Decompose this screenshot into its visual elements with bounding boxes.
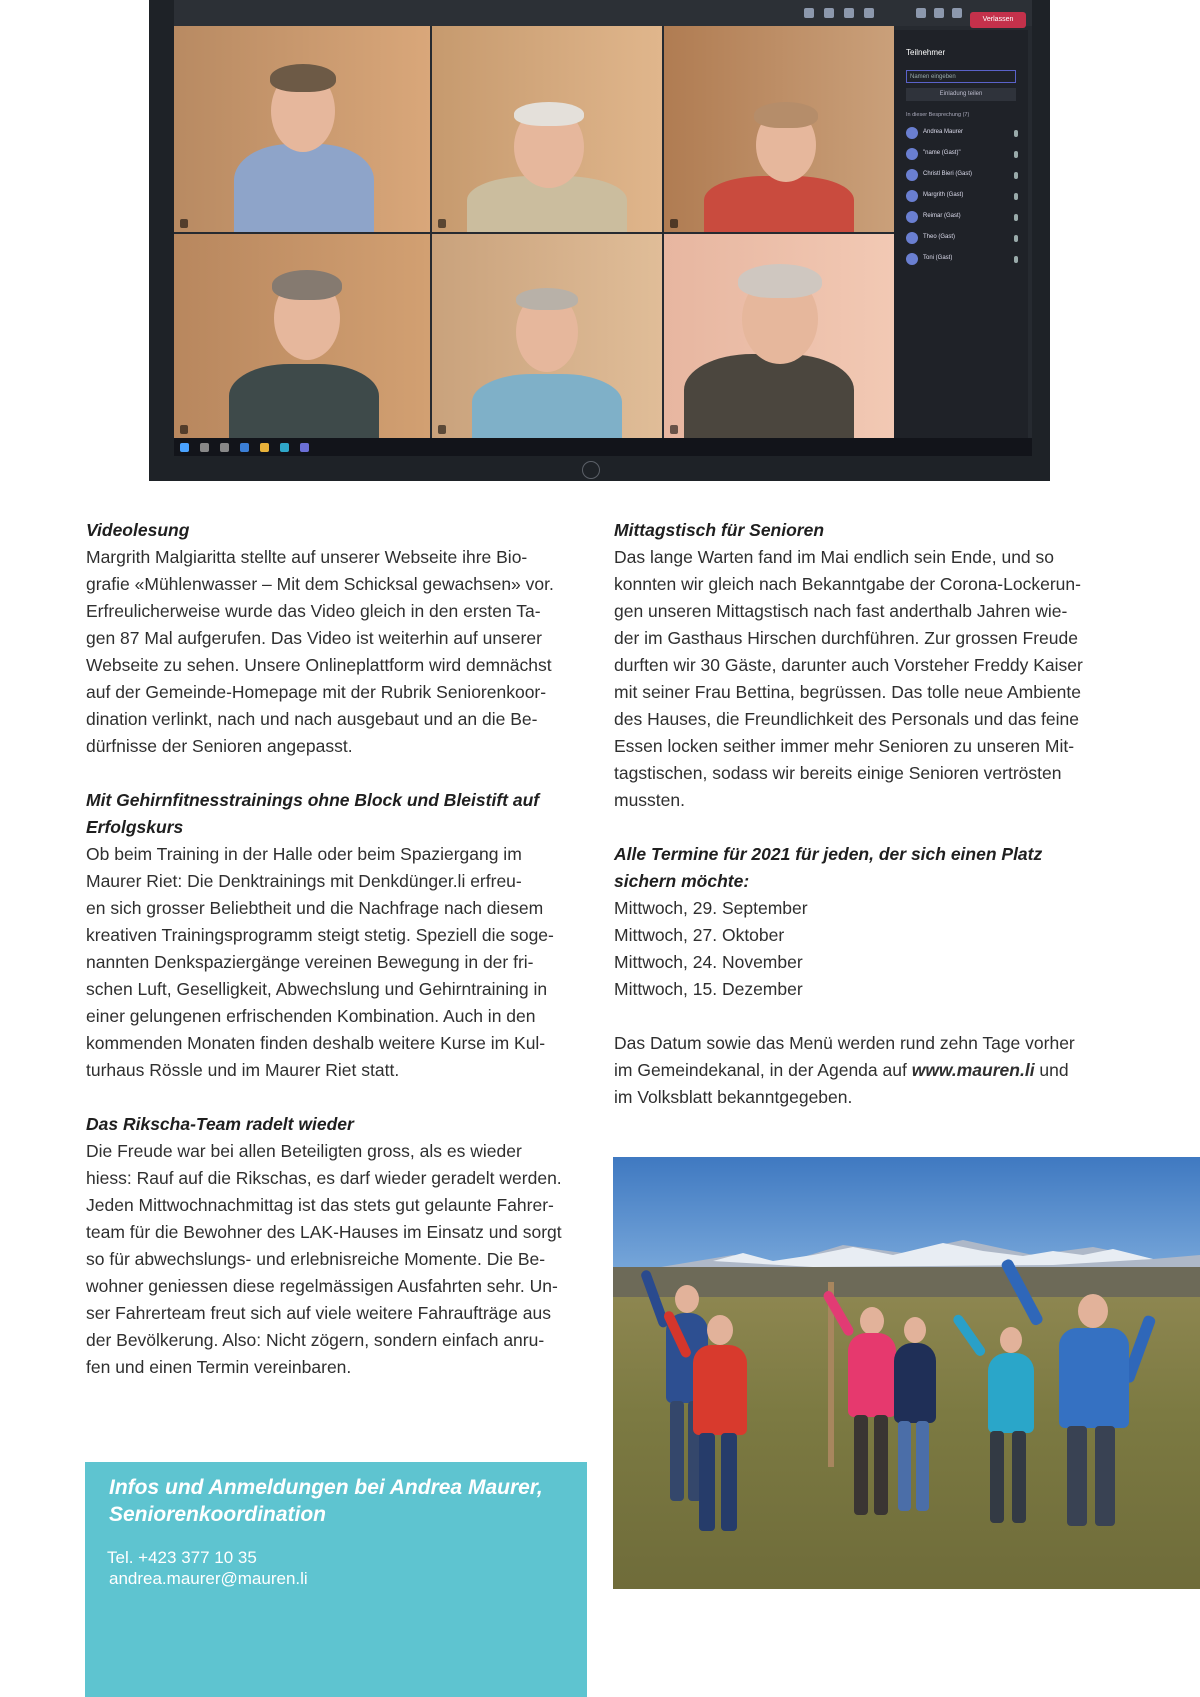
participant-name: Andrea Maurer: [923, 129, 964, 135]
windows-start-icon: [180, 443, 189, 452]
text-line: Essen locken seither immer mehr Senioren zu unseren Mit-: [614, 736, 1075, 756]
participant-label: [180, 219, 188, 228]
text-line: kreativen Trainingsprogramm steigt stetig. Speziell die soge-: [86, 925, 554, 945]
mic-icon: [1014, 214, 1018, 221]
person-figure: [888, 1307, 943, 1527]
section-heading-termine: [614, 841, 1117, 895]
text-line: team für die Bewohner des LAK-Hauses im Einsatz und sorgt: [86, 1222, 562, 1242]
heading-line: Erfolgskurs: [86, 817, 184, 837]
heading-line: sichern möchte:: [614, 871, 750, 891]
text-line: tagstischen, sodass wir bereits einige Senioren vertrösten: [614, 763, 1062, 783]
monitor-brand-logo: [582, 461, 600, 479]
contact-phone[interactable]: Tel. +423 377 10 35: [107, 1548, 257, 1567]
left-column: [86, 517, 590, 1381]
chat-icon: [844, 8, 854, 18]
participant-row: [906, 232, 1018, 246]
text-line: kommenden Monaten finden deshalb weitere Kurse im Kul-: [86, 1033, 546, 1053]
text-fragment: und: [1034, 1060, 1069, 1080]
reaction-icon: [824, 8, 834, 18]
text-line: so für abwechslungs- und erlebnisreiche Momente. Die Be-: [86, 1249, 546, 1269]
text-line: dination verlinkt, nach und nach ausgebaut und an die Be-: [86, 709, 538, 729]
screen-share-icon: [952, 8, 962, 18]
more-icon: [864, 8, 874, 18]
mic-icon: [1014, 172, 1018, 179]
text-line: [614, 1057, 1117, 1084]
participant-row: [906, 211, 1018, 225]
text-line: hiess: Rauf auf die Rikschas, es darf wieder geradelt werden.: [86, 1168, 562, 1188]
paragraph-gehirnfitness: [86, 841, 590, 1084]
person-figure: [1023, 1252, 1143, 1532]
text-line: Das lange Warten fand im Mai endlich sein Ende, und so: [614, 547, 1055, 567]
mail-icon: [240, 443, 249, 452]
text-line: Erfreulicherweise wurde das Video gleich in den ersten Ta-: [86, 601, 541, 621]
contact-email[interactable]: andrea.maurer@mauren.li: [109, 1569, 308, 1588]
avatar: [906, 190, 918, 202]
participants-panel: [894, 30, 1028, 450]
os-taskbar: [174, 438, 1032, 456]
avatar: [906, 169, 918, 181]
section-heading-mittagstisch: Mittagstisch für Senioren: [614, 520, 825, 540]
monitor-screen: [174, 0, 1032, 450]
mic-icon: [934, 8, 944, 18]
text-line: der Bevölkerung. Also: Nicht zögern, sondern einfach anru-: [86, 1330, 545, 1350]
text-line: einer gelungenen erfrischenden Kombination. Auch in den: [86, 1006, 536, 1026]
video-call-photo: [149, 0, 1050, 481]
text-fragment: im Gemeindekanal, in der Agenda auf: [614, 1060, 912, 1080]
section-heading-gehirnfitness: [86, 787, 590, 841]
text-line: Ob beim Training in der Halle oder beim Spaziergang im: [86, 844, 522, 864]
participant-name: Margrith (Gast): [923, 192, 964, 198]
video-tile: [432, 234, 662, 438]
website-link[interactable]: www.mauren.li: [911, 1060, 1035, 1080]
right-column: [614, 517, 1117, 1111]
participant-name: Theo (Gast): [923, 234, 956, 240]
video-tile: [174, 26, 430, 232]
section-heading-rikscha: Das Rikscha-Team radelt wieder: [86, 1114, 354, 1134]
video-tile: [664, 234, 894, 438]
participant-search-input: Namen eingeben: [906, 70, 1016, 83]
text-line: turhaus Rössle und im Maurer Riet statt.: [86, 1060, 400, 1080]
mic-icon: [1014, 130, 1018, 137]
heading-line: Alle Termine für 2021 für jeden, der sich einen Platz: [614, 844, 1043, 864]
mic-icon: [1014, 256, 1018, 263]
text-line: en sich grosser Beliebtheit und die Nachfrage nach diesem: [86, 898, 544, 918]
paragraph-mittagstisch: [614, 544, 1117, 814]
participant-row: [906, 127, 1018, 141]
avatar: [906, 148, 918, 160]
participant-label: [670, 219, 678, 228]
video-tile: [432, 26, 662, 232]
text-line: konnten wir gleich nach Bekanntgabe der Corona-Lockerun-: [614, 574, 1081, 594]
participant-name: Christl Bieri (Gast): [923, 171, 973, 177]
participant-name: Toni (Gast): [923, 255, 953, 261]
search-icon: [200, 443, 209, 452]
participant-name: Reimar (Gast): [923, 213, 961, 219]
text-line: fen und einen Termin vereinbaren.: [86, 1357, 352, 1377]
contact-title: Infos und Anmeldungen bei Andrea Maurer, Seniorenkoordination: [109, 1476, 543, 1526]
text-line: Das Datum sowie das Menü werden rund zehn Tage vorher: [614, 1033, 1075, 1053]
participant-label: [180, 425, 188, 434]
folder-icon: [260, 443, 269, 452]
invite-button: Einladung teilen: [906, 88, 1016, 101]
browser-icon: [280, 443, 289, 452]
text-line: mussten.: [614, 790, 685, 810]
participant-label: [438, 425, 446, 434]
date-item: Mittwoch, 15. Dezember: [614, 979, 803, 999]
leave-button: Verlassen: [970, 12, 1026, 28]
participant-row: [906, 190, 1018, 204]
avatar: [906, 232, 918, 244]
text-line: mit seiner Frau Bettina, begrüssen. Das tolle neue Ambiente: [614, 682, 1081, 702]
text-line: Margrith Malgiaritta stellte auf unserer Webseite ihre Bio-: [86, 547, 528, 567]
camera-icon: [916, 8, 926, 18]
date-item: Mittwoch, 29. September: [614, 898, 808, 918]
avatar: [906, 127, 918, 139]
video-tile: [174, 234, 430, 438]
text-line: schen Luft, Geselligkeit, Abwechslung und Gehirntraining in: [86, 979, 548, 999]
mic-icon: [1014, 193, 1018, 200]
participant-row: [906, 253, 1018, 267]
avatar: [906, 253, 918, 265]
participants-section-label: In dieser Besprechung (7): [906, 112, 970, 118]
teams-icon: [300, 443, 309, 452]
heading-line: Mit Gehirnfitnesstrainings ohne Block und Bleistift auf: [86, 790, 540, 810]
participant-label: [438, 219, 446, 228]
participant-label: [670, 425, 678, 434]
text-line: auf der Gemeinde-Homepage mit der Rubrik Seniorenkoor-: [86, 682, 547, 702]
dates-list: [614, 895, 1117, 1003]
participant-name: "name (Gast)": [923, 150, 961, 156]
date-item: Mittwoch, 24. November: [614, 952, 803, 972]
share-icon: [804, 8, 814, 18]
section-heading-videolesung: Videolesung: [86, 520, 190, 540]
task-view-icon: [220, 443, 229, 452]
text-line: nannten Denkspaziergänge vereinen Bewegung in der fri-: [86, 952, 534, 972]
contact-info-box: [85, 1462, 587, 1697]
date-item: Mittwoch, 27. Oktober: [614, 925, 785, 945]
text-line: gen 87 Mal aufgerufen. Das Video ist weiterhin auf unserer: [86, 628, 542, 648]
paragraph-videolesung: [86, 544, 590, 760]
text-line: gen unseren Mittagstisch nach fast anderthalb Jahren wie-: [614, 601, 1068, 621]
paragraph-announcement: [614, 1030, 1117, 1111]
text-line: wohner geniessen diese regelmässigen Ausfahrten sehr. Un-: [86, 1276, 558, 1296]
text-line: durften wir 30 Gäste, darunter auch Vorsteher Freddy Kaiser: [614, 655, 1083, 675]
text-line: ser Fahrerteam freut sich auf viele weitere Fahraufträge aus: [86, 1303, 551, 1323]
text-line: der im Gasthaus Hirschen durchführen. Zur grossen Freude: [614, 628, 1078, 648]
meeting-toolbar: [174, 0, 1032, 26]
text-line: des Hauses, die Freundlichkeit des Personals und das feine: [614, 709, 1079, 729]
mic-icon: [1014, 151, 1018, 158]
group-outdoor-photo: [613, 1157, 1200, 1589]
text-line: grafie «Mühlenwasser – Mit dem Schicksal gewachsen» vor.: [86, 574, 554, 594]
mic-icon: [1014, 235, 1018, 242]
text-line: im Volksblatt bekanntgegeben.: [614, 1087, 853, 1107]
participant-row: [906, 148, 1018, 162]
video-tile: [664, 26, 894, 232]
person-figure: [683, 1297, 758, 1542]
participant-row: [906, 169, 1018, 183]
text-line: Webseite zu sehen. Unsere Onlineplattform wird demnächst: [86, 655, 552, 675]
text-line: Die Freude war bei allen Beteiligten gross, als es wieder: [86, 1141, 522, 1161]
paragraph-rikscha: [86, 1138, 590, 1381]
text-line: dürfnisse der Senioren angepasst.: [86, 736, 353, 756]
panel-title: Teilnehmer: [906, 48, 946, 57]
text-line: Maurer Riet: Die Denktrainings mit Denkdünger.li erfreu-: [86, 871, 522, 891]
text-line: Jeden Mittwochnachmittag ist das stets gut gelaunte Fahrer-: [86, 1195, 554, 1215]
avatar: [906, 211, 918, 223]
